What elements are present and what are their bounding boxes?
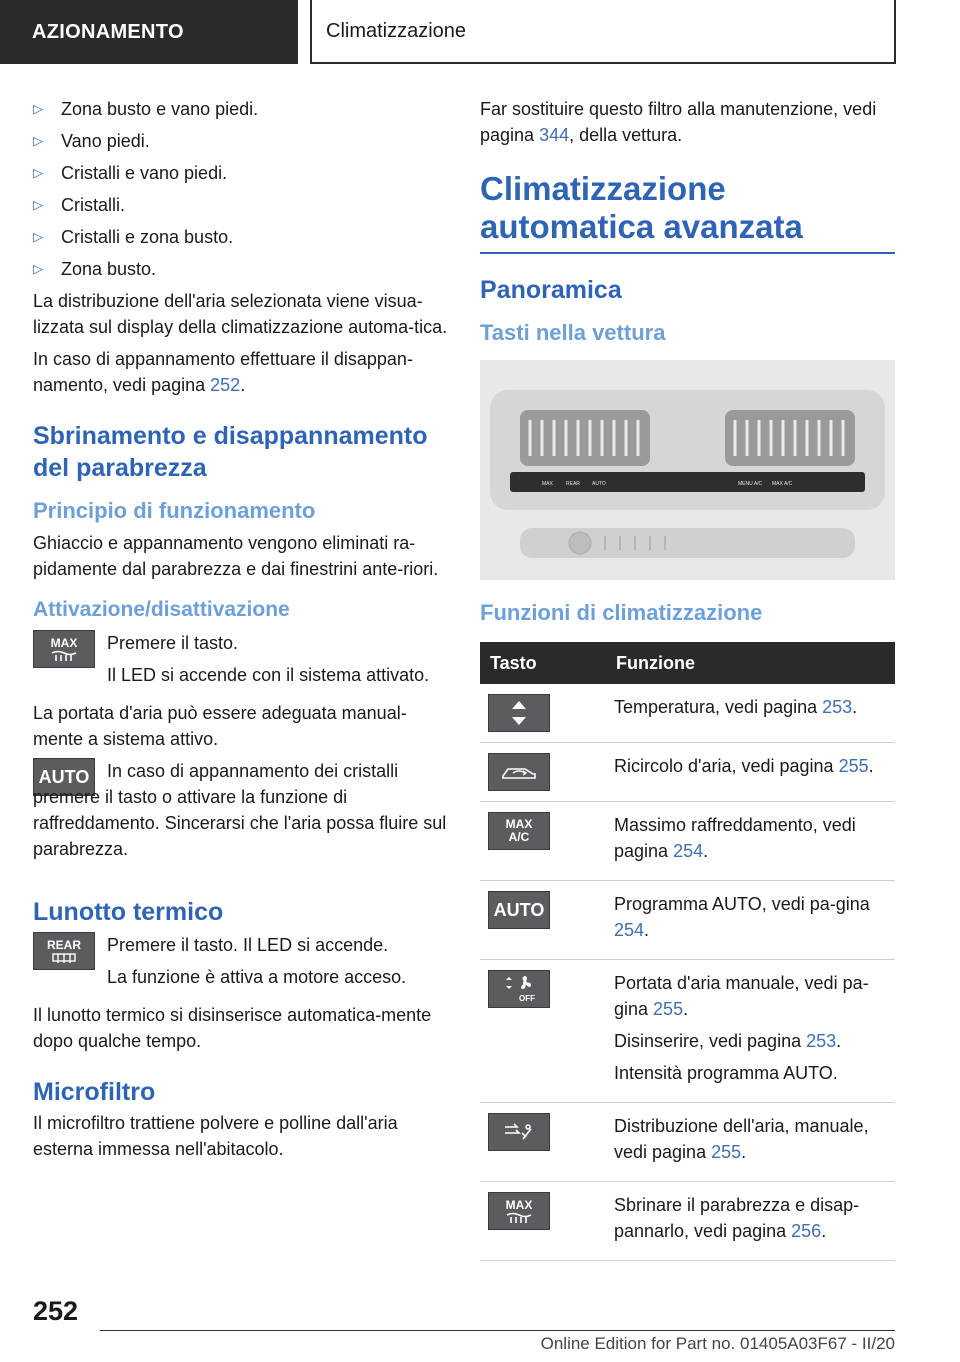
max-defrost-button-icon: MAX	[33, 630, 95, 668]
triangle-bullet-icon: ▷	[33, 101, 43, 116]
section-heading: Microfiltro	[33, 1078, 156, 1106]
page-number: 252	[33, 1296, 79, 1326]
column-header-function: Funzione	[606, 642, 895, 684]
svg-text:MENU A/C: MENU A/C	[738, 481, 763, 487]
triangle-bullet-icon: ▷	[33, 165, 43, 180]
subsection-heading: Funzioni di climatizzazione	[480, 600, 763, 625]
page-header	[0, 0, 960, 66]
list-item: ▷ Cristalli e zona busto.	[33, 224, 448, 250]
fan-off-icon: OFF	[488, 970, 550, 1008]
triangle-bullet-icon: ▷	[33, 133, 43, 148]
table-row: AUTO Programma AUTO, vedi pa-gina 254.	[480, 881, 895, 960]
page-link[interactable]: 252	[210, 375, 241, 395]
climate-panel-photo	[480, 360, 895, 580]
table-row: MAX Sbrinare il parabrezza e disap-pannarlo, vedi pagina 256.	[480, 1182, 895, 1261]
table-header-row	[480, 642, 895, 684]
left-column	[33, 96, 448, 1168]
defrost-grid-icon	[50, 952, 78, 964]
list-item: ▷ Zona busto e vano piedi.	[33, 96, 448, 122]
page-link[interactable]: 253	[806, 1031, 837, 1051]
table-row: MAX A/C Massimo raffreddamento, vedi pagina 254.	[480, 802, 895, 881]
page-link[interactable]: 255	[838, 756, 869, 776]
page-link[interactable]: 254	[673, 841, 704, 861]
chapter-title: Climatizzazione	[310, 0, 896, 64]
auto-button-icon: AUTO	[33, 758, 95, 796]
table-row: OFF Portata d'aria manuale, vedi pa-gina 255. Disinserire, vedi pagina 253. Intensità programma AUTO.	[480, 960, 895, 1103]
table-row: Temperatura, vedi pagina 253.	[480, 684, 895, 743]
paragraph: In caso di appannamento effettuare il disappan-namento, vedi pagina 252.	[33, 349, 413, 395]
dashboard-vents-image	[480, 360, 895, 580]
triangle-bullet-icon: ▷	[33, 229, 43, 244]
paragraph: Il microfiltro trattiene polvere e polline dall'aria esterna immessa nell'abitacolo.	[33, 1113, 398, 1159]
subsection-heading: Principio di funzionamento	[33, 498, 316, 523]
list-item: ▷ Cristalli e vano piedi.	[33, 160, 448, 186]
max-ac-icon: MAX A/C	[488, 812, 550, 850]
key-instruction: AUTO In caso di appannamento dei cristalli premere il tasto o attivare la funzione di raffreddamento. Sincerarsi che l'aria possa fluire sul parabrezza.	[33, 758, 448, 868]
key-instruction: REAR Premere il tasto. Il LED si accende. La funzione è attiva a motore acceso.	[33, 932, 448, 996]
list-item: ▷ Vano piedi.	[33, 128, 448, 154]
temperature-arrows-icon	[488, 694, 550, 732]
right-column	[480, 96, 895, 1261]
page-link[interactable]: 254	[614, 920, 645, 940]
paragraph: Ghiaccio e appannamento vengono eliminati ra-pidamente dal parabrezza e dai finestrini ante-riori.	[33, 533, 439, 579]
page-link[interactable]: 256	[791, 1221, 822, 1241]
auto-icon: AUTO	[488, 891, 550, 929]
svg-text:REAR: REAR	[566, 481, 580, 487]
page-link[interactable]: 253	[822, 697, 853, 717]
air-distribution-icon	[488, 1113, 550, 1151]
climate-functions-table	[480, 642, 895, 1261]
paragraph: La portata d'aria può essere adeguata manual-mente a sistema attivo.	[33, 703, 407, 749]
paragraph: Il lunotto termico si disinserisce automatica-mente dopo qualche tempo.	[33, 1005, 432, 1051]
svg-text:MAX A/C: MAX A/C	[772, 481, 793, 487]
section-title: AZIONAMENTO	[0, 0, 298, 64]
page-link[interactable]: 255	[711, 1142, 742, 1162]
subsection-heading: Tasti nella vettura	[480, 320, 666, 345]
triangle-bullet-icon: ▷	[33, 261, 43, 276]
recirculation-icon	[488, 753, 550, 791]
max-defrost-icon: MAX	[488, 1192, 550, 1230]
list-item: ▷ Cristalli.	[33, 192, 448, 218]
rear-defrost-button-icon: REAR	[33, 932, 95, 970]
edition-footer: Online Edition for Part no. 01405A03F67 - II/20	[540, 1334, 895, 1353]
key-instruction: MAX Premere il tasto. Il LED si accende con il sistema attivato.	[33, 630, 448, 694]
column-header-key: Tasto	[480, 642, 606, 684]
svg-text:AUTO: AUTO	[592, 481, 606, 487]
page-link[interactable]: 255	[653, 999, 684, 1019]
subsection-heading: Attivazione/disattivazione	[33, 598, 290, 621]
chapter-heading: Climatizzazione automatica avanzata	[480, 170, 895, 254]
table-row: Ricircolo d'aria, vedi pagina 255.	[480, 743, 895, 802]
page-link[interactable]: 344	[539, 125, 570, 145]
defrost-waves-icon	[50, 650, 78, 662]
section-heading: Lunotto termico	[33, 898, 224, 926]
table-row: Distribuzione dell'aria, manuale, vedi pagina 255.	[480, 1103, 895, 1182]
list-item: ▷ Zona busto.	[33, 256, 448, 282]
footer-divider	[100, 1330, 895, 1331]
triangle-bullet-icon: ▷	[33, 197, 43, 212]
section-heading: Sbrinamento e disappannamento del parabrezza	[33, 422, 428, 482]
paragraph: Far sostituire questo filtro alla manutenzione, vedi pagina 344, della vettura.	[480, 99, 877, 145]
svg-text:MAX: MAX	[542, 481, 553, 487]
section-heading: Panoramica	[480, 276, 622, 304]
paragraph: La distribuzione dell'aria selezionata viene visua-lizzata sul display della climatizzazione automa-tica.	[33, 291, 448, 337]
